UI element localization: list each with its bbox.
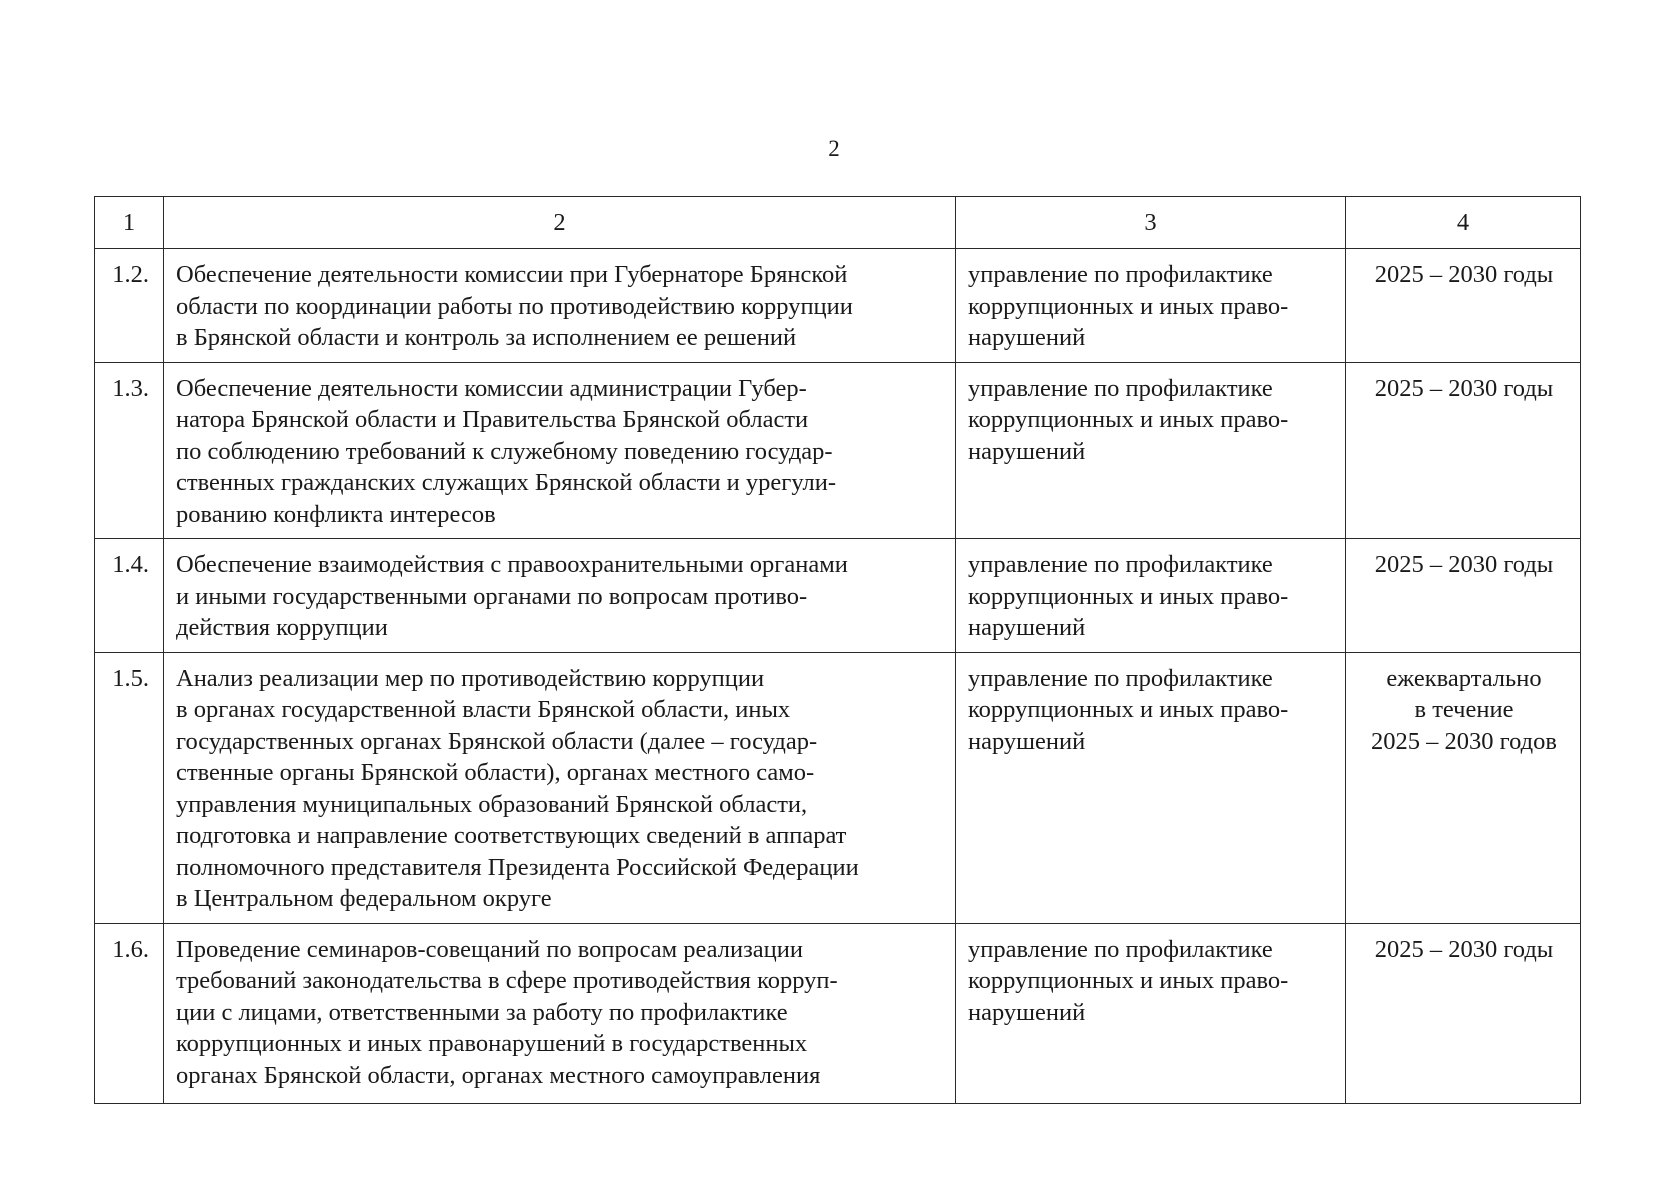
activity-line: подготовка и направление соответствующих сведений в аппарат [176, 822, 847, 849]
activity-cell [164, 652, 956, 923]
responsible-cell [956, 362, 1346, 539]
activity-cell [164, 539, 956, 653]
responsible-line: коррупционных и иных право- [968, 696, 1289, 723]
responsible-line: нарушений [968, 324, 1086, 351]
activity-line: области по координации работы по противодействию коррупции [176, 292, 853, 320]
responsible-cell [956, 539, 1346, 653]
term-line: 2025 – 2030 годы [1374, 551, 1554, 578]
activity-line: Обеспечение взаимодействия с правоохранительными органами [176, 551, 848, 578]
responsible-line: коррупционных и иных право- [968, 582, 1289, 610]
table-row [95, 923, 1581, 1103]
table-row [95, 652, 1581, 923]
responsible-line: нарушений [968, 998, 1086, 1026]
row-number: 1.4. [95, 539, 164, 653]
activity-line: полномочного представителя Президента Российской Федерации [176, 853, 859, 881]
activity-line: рованию конфликта интересов [176, 500, 496, 528]
table-row [95, 362, 1581, 539]
table-row [95, 249, 1581, 363]
page-number: 2 [828, 136, 840, 161]
activity-line: действия коррупции [176, 614, 388, 641]
row-number: 1.3. [95, 362, 164, 539]
activity-line: государственных органах Брянской области (далее – государ- [176, 727, 818, 755]
responsible-line: управление по профилактике [968, 261, 1273, 288]
row-number: 1.5. [95, 652, 164, 923]
term-line: 2025 – 2030 годы [1374, 261, 1554, 288]
activity-cell [164, 362, 956, 539]
activity-line: Анализ реализации мер по противодействию коррупции [176, 664, 765, 692]
header-cell-3: 3 [956, 197, 1346, 249]
term-cell [1346, 362, 1581, 539]
term-cell [1346, 539, 1581, 653]
term-cell [1346, 249, 1581, 363]
activity-cell [164, 923, 956, 1103]
responsible-line: управление по профилактике [968, 935, 1273, 963]
activity-line: в Брянской области и контроль за исполнением ее решений [176, 324, 797, 351]
responsible-cell [956, 923, 1346, 1103]
activity-line: Проведение семинаров-совещаний по вопросам реализации [176, 935, 803, 963]
activity-line: в Центральном федеральном округе [176, 885, 552, 912]
term-line: 2025 – 2030 годы [1374, 374, 1554, 402]
responsible-line: управление по профилактике [968, 664, 1273, 692]
activity-cell [164, 249, 956, 363]
responsible-line: нарушений [968, 614, 1086, 641]
term-cell [1346, 923, 1581, 1103]
responsible-line: нарушений [968, 437, 1086, 465]
term-line: 2025 – 2030 годов [1371, 727, 1557, 755]
activities-table [94, 196, 1581, 1104]
header-cell-2: 2 [164, 197, 956, 249]
header-cell-1: 1 [95, 197, 164, 249]
activity-line: требований законодательства в сфере противодействия корруп- [176, 967, 838, 994]
activity-line: ции с лицами, ответственными за работу по профилактике [176, 998, 788, 1026]
responsible-line: управление по профилактике [968, 374, 1273, 402]
activity-line: ственных гражданских служащих Брянской области и урегули- [176, 469, 837, 496]
activity-line: Обеспечение деятельности комиссии при Губернаторе Брянской [176, 261, 848, 288]
table-header-row [95, 197, 1581, 249]
term-cell [1346, 652, 1581, 923]
activity-line: натора Брянской области и Правительства Брянской области [176, 406, 809, 433]
row-number: 1.2. [95, 249, 164, 363]
activity-line: органах Брянской области, органах местного самоуправления [176, 1061, 821, 1089]
responsible-line: управление по профилактике [968, 551, 1273, 578]
responsible-line: нарушений [968, 727, 1086, 755]
responsible-line: коррупционных и иных право- [968, 967, 1289, 994]
activity-line: коррупционных и иных правонарушений в государственных [176, 1030, 808, 1057]
term-line: в течение [1414, 696, 1514, 723]
activity-line: и иными государственными органами по вопросам противо- [176, 582, 808, 610]
activity-line: Обеспечение деятельности комиссии администрации Губер- [176, 374, 807, 402]
table-row [95, 539, 1581, 653]
row-number: 1.6. [95, 923, 164, 1103]
activity-line: по соблюдению требований к служебному поведению государ- [176, 437, 833, 465]
term-line: 2025 – 2030 годы [1374, 935, 1554, 963]
responsible-line: коррупционных и иных право- [968, 406, 1289, 433]
responsible-cell [956, 652, 1346, 923]
responsible-cell [956, 249, 1346, 363]
activity-line: в органах государственной власти Брянской области, иных [176, 696, 791, 723]
term-line: ежеквартально [1386, 664, 1542, 692]
activity-line: ственные органы Брянской области), органах местного само- [176, 759, 815, 786]
header-cell-4: 4 [1346, 197, 1581, 249]
responsible-line: коррупционных и иных право- [968, 292, 1289, 320]
activity-line: управления муниципальных образований Брянской области, [176, 790, 808, 818]
